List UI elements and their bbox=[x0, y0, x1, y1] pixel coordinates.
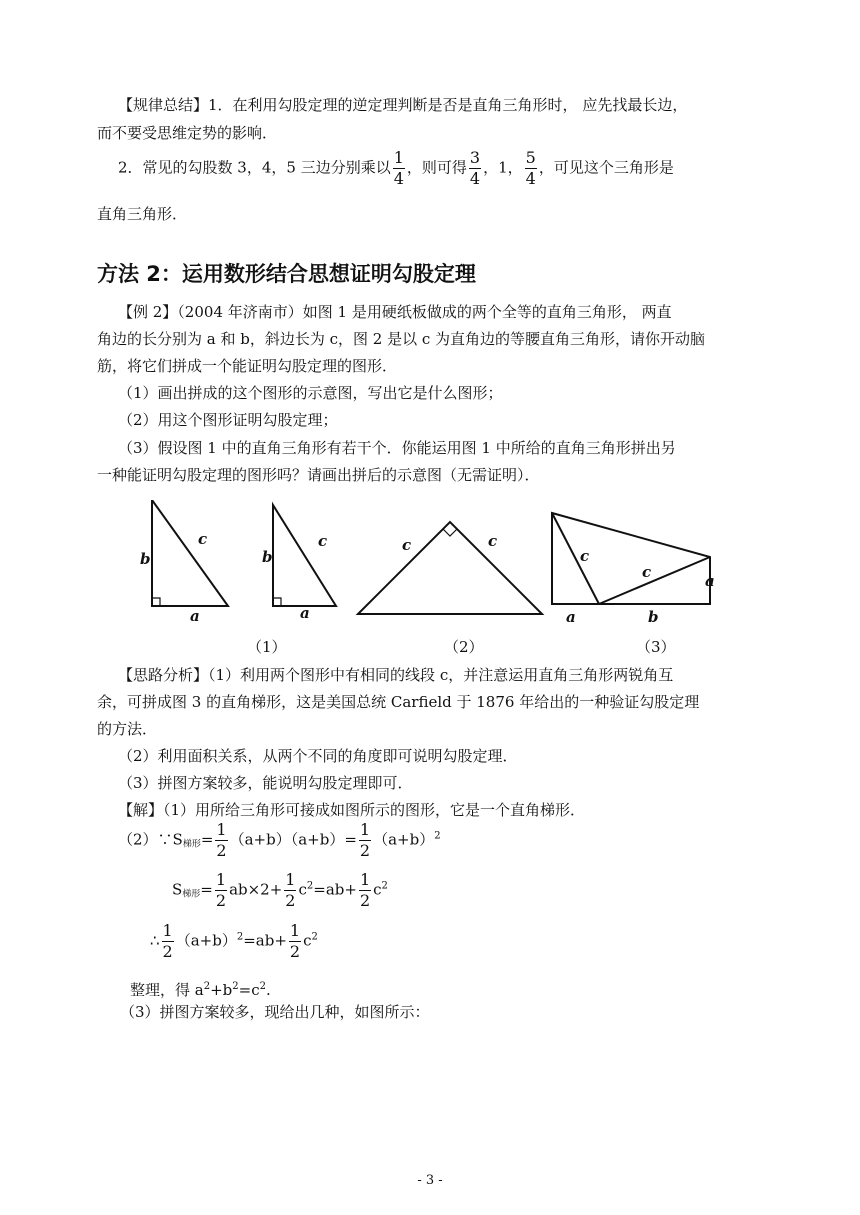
equation-2: $S_{梯形}=$ $\frac{1}{2}$ ab×2+ $\frac{1}{2}$ $c^2=ab+$ $\frac{1}{2}$ $c^2$ bbox=[172, 870, 388, 910]
fig1-label-c: c bbox=[198, 530, 208, 548]
summary-line-1: 【规律总结】1．在利用勾股定理的逆定理判断是否是直角三角形时， 应先找最长边， bbox=[118, 96, 688, 114]
summary-line-4: 直角三角形． bbox=[97, 205, 188, 223]
fig2-label-c-left: c bbox=[402, 536, 412, 554]
analysis-line-1: 【思路分析】（1）利用两个图形中有相同的线段 c，并注意运用直角三角形两锐角互 bbox=[118, 666, 674, 684]
right-angle-mark-3 bbox=[443, 529, 457, 536]
section-heading: 方法 2：运用数形结合思想证明勾股定理 bbox=[97, 262, 476, 286]
fig1-label-b: b bbox=[140, 550, 151, 568]
fig3-label-a-right: a bbox=[705, 572, 715, 590]
fig1b-label-a: a bbox=[300, 604, 310, 622]
question-3-line-1: （3）假设图 1 中的直角三角形有若干个．你能运用图 1 中所给的直角三角形拼出另 bbox=[118, 439, 676, 457]
analysis-line-3: 的方法． bbox=[97, 720, 158, 738]
trapezoid-diagonal-2 bbox=[599, 557, 710, 604]
fraction-half: $\frac{1}{2}$ bbox=[289, 921, 301, 961]
caption-figure-1: （1） bbox=[247, 638, 287, 656]
fraction-half: $\frac{1}{2}$ bbox=[285, 870, 296, 910]
question-2: （2）用这个图形证明勾股定理； bbox=[118, 411, 338, 429]
fig3-label-c-1: c bbox=[580, 547, 590, 565]
example-line-1: 【例 2】（2004 年济南市）如图 1 是用硬纸板做成的两个全等的直角三角形， 两直 bbox=[118, 303, 672, 321]
caption-figure-3: （3） bbox=[636, 638, 676, 656]
figures bbox=[140, 500, 730, 630]
right-triangle-2 bbox=[273, 505, 336, 606]
fig1-label-a: a bbox=[190, 607, 200, 625]
trapezoid-diagonal-1 bbox=[552, 513, 599, 604]
example-line-2: 角边的长分别为 a 和 b，斜边长为 c，图 2 是以 c 为直角边的等腰直角三角形，请你开动脑 bbox=[97, 330, 706, 348]
summary-line-3: 2．常见的勾股数 3，4，5 三边分别乘以 $\frac{1}{4}$ ，则可得 $\frac{3}{4}$ ，1， $\frac{5}{4}$ ，可见这个三角形是 bbox=[118, 148, 674, 188]
caption-figure-2: （2） bbox=[444, 638, 484, 656]
page-number: - 3 - bbox=[417, 1173, 443, 1188]
fig1b-label-c: c bbox=[318, 532, 328, 550]
summary-line-2: 而不要受思维定势的影响． bbox=[97, 124, 278, 142]
fraction-three-quarters: $\frac{3}{4}$ bbox=[469, 148, 481, 188]
analysis-line-4: （2）利用面积关系，从两个不同的角度即可说明勾股定理． bbox=[118, 747, 518, 765]
fraction-half: $\frac{1}{2}$ bbox=[215, 870, 227, 910]
question-3-line-2: 一种能证明勾股定理的图形吗？请画出拼后的示意图（无需证明）． bbox=[97, 466, 540, 484]
right-angle-mark-1 bbox=[152, 598, 160, 606]
fraction-half: $\frac{1}{2}$ bbox=[359, 820, 371, 860]
fraction-one-quarter: $\frac{1}{4}$ bbox=[393, 148, 404, 188]
analysis-line-5: （3）拼图方案较多，能说明勾股定理即可． bbox=[118, 774, 413, 792]
analysis-line-2: 余，可拼成图 3 的直角梯形，这是美国总统 Carfield 于 1876 年给出的一种验证勾股定理 bbox=[97, 693, 700, 711]
solution-last-line: （3）拼图方案较多，现给出几种，如图所示： bbox=[120, 1003, 430, 1021]
fig3-label-c-2: c bbox=[642, 563, 652, 581]
fig3-label-a-bottom: a bbox=[566, 608, 576, 626]
equation-1: $(2)\because S_{梯形}=$ $\frac{1}{2}$ （a+b）（a+b）= $\frac{1}{2}$ $(a+b)^2$ bbox=[118, 820, 441, 860]
fig3-label-b: b bbox=[648, 608, 659, 626]
right-angle-mark-2 bbox=[273, 598, 281, 606]
tidy-result: 整理，得 $a^2+b^2=c^2$. bbox=[130, 981, 271, 999]
fraction-half: $\frac{1}{2}$ bbox=[216, 820, 227, 860]
fraction-half: $\frac{1}{2}$ bbox=[359, 870, 371, 910]
fraction-half: $\frac{1}{2}$ bbox=[162, 921, 173, 961]
equation-3: ∴ $\frac{1}{2}$ $(a+b)^2=ab+$ $\frac{1}{2}$ $c^2$ bbox=[150, 921, 318, 961]
fraction-five-quarters: $\frac{5}{4}$ bbox=[525, 148, 536, 188]
solution-line-1: 【解】（1）用所给三角形可接成如图所示的图形，它是一个直角梯形． bbox=[118, 801, 586, 819]
example-line-3: 筋，将它们拼成一个能证明勾股定理的图形． bbox=[97, 357, 398, 375]
right-triangle-1 bbox=[152, 500, 228, 606]
fig1b-label-b: b bbox=[262, 548, 273, 566]
fig2-label-c-right: c bbox=[488, 532, 498, 550]
question-1: （1）画出拼成的这个图形的示意图，写出它是什么图形； bbox=[118, 384, 503, 402]
